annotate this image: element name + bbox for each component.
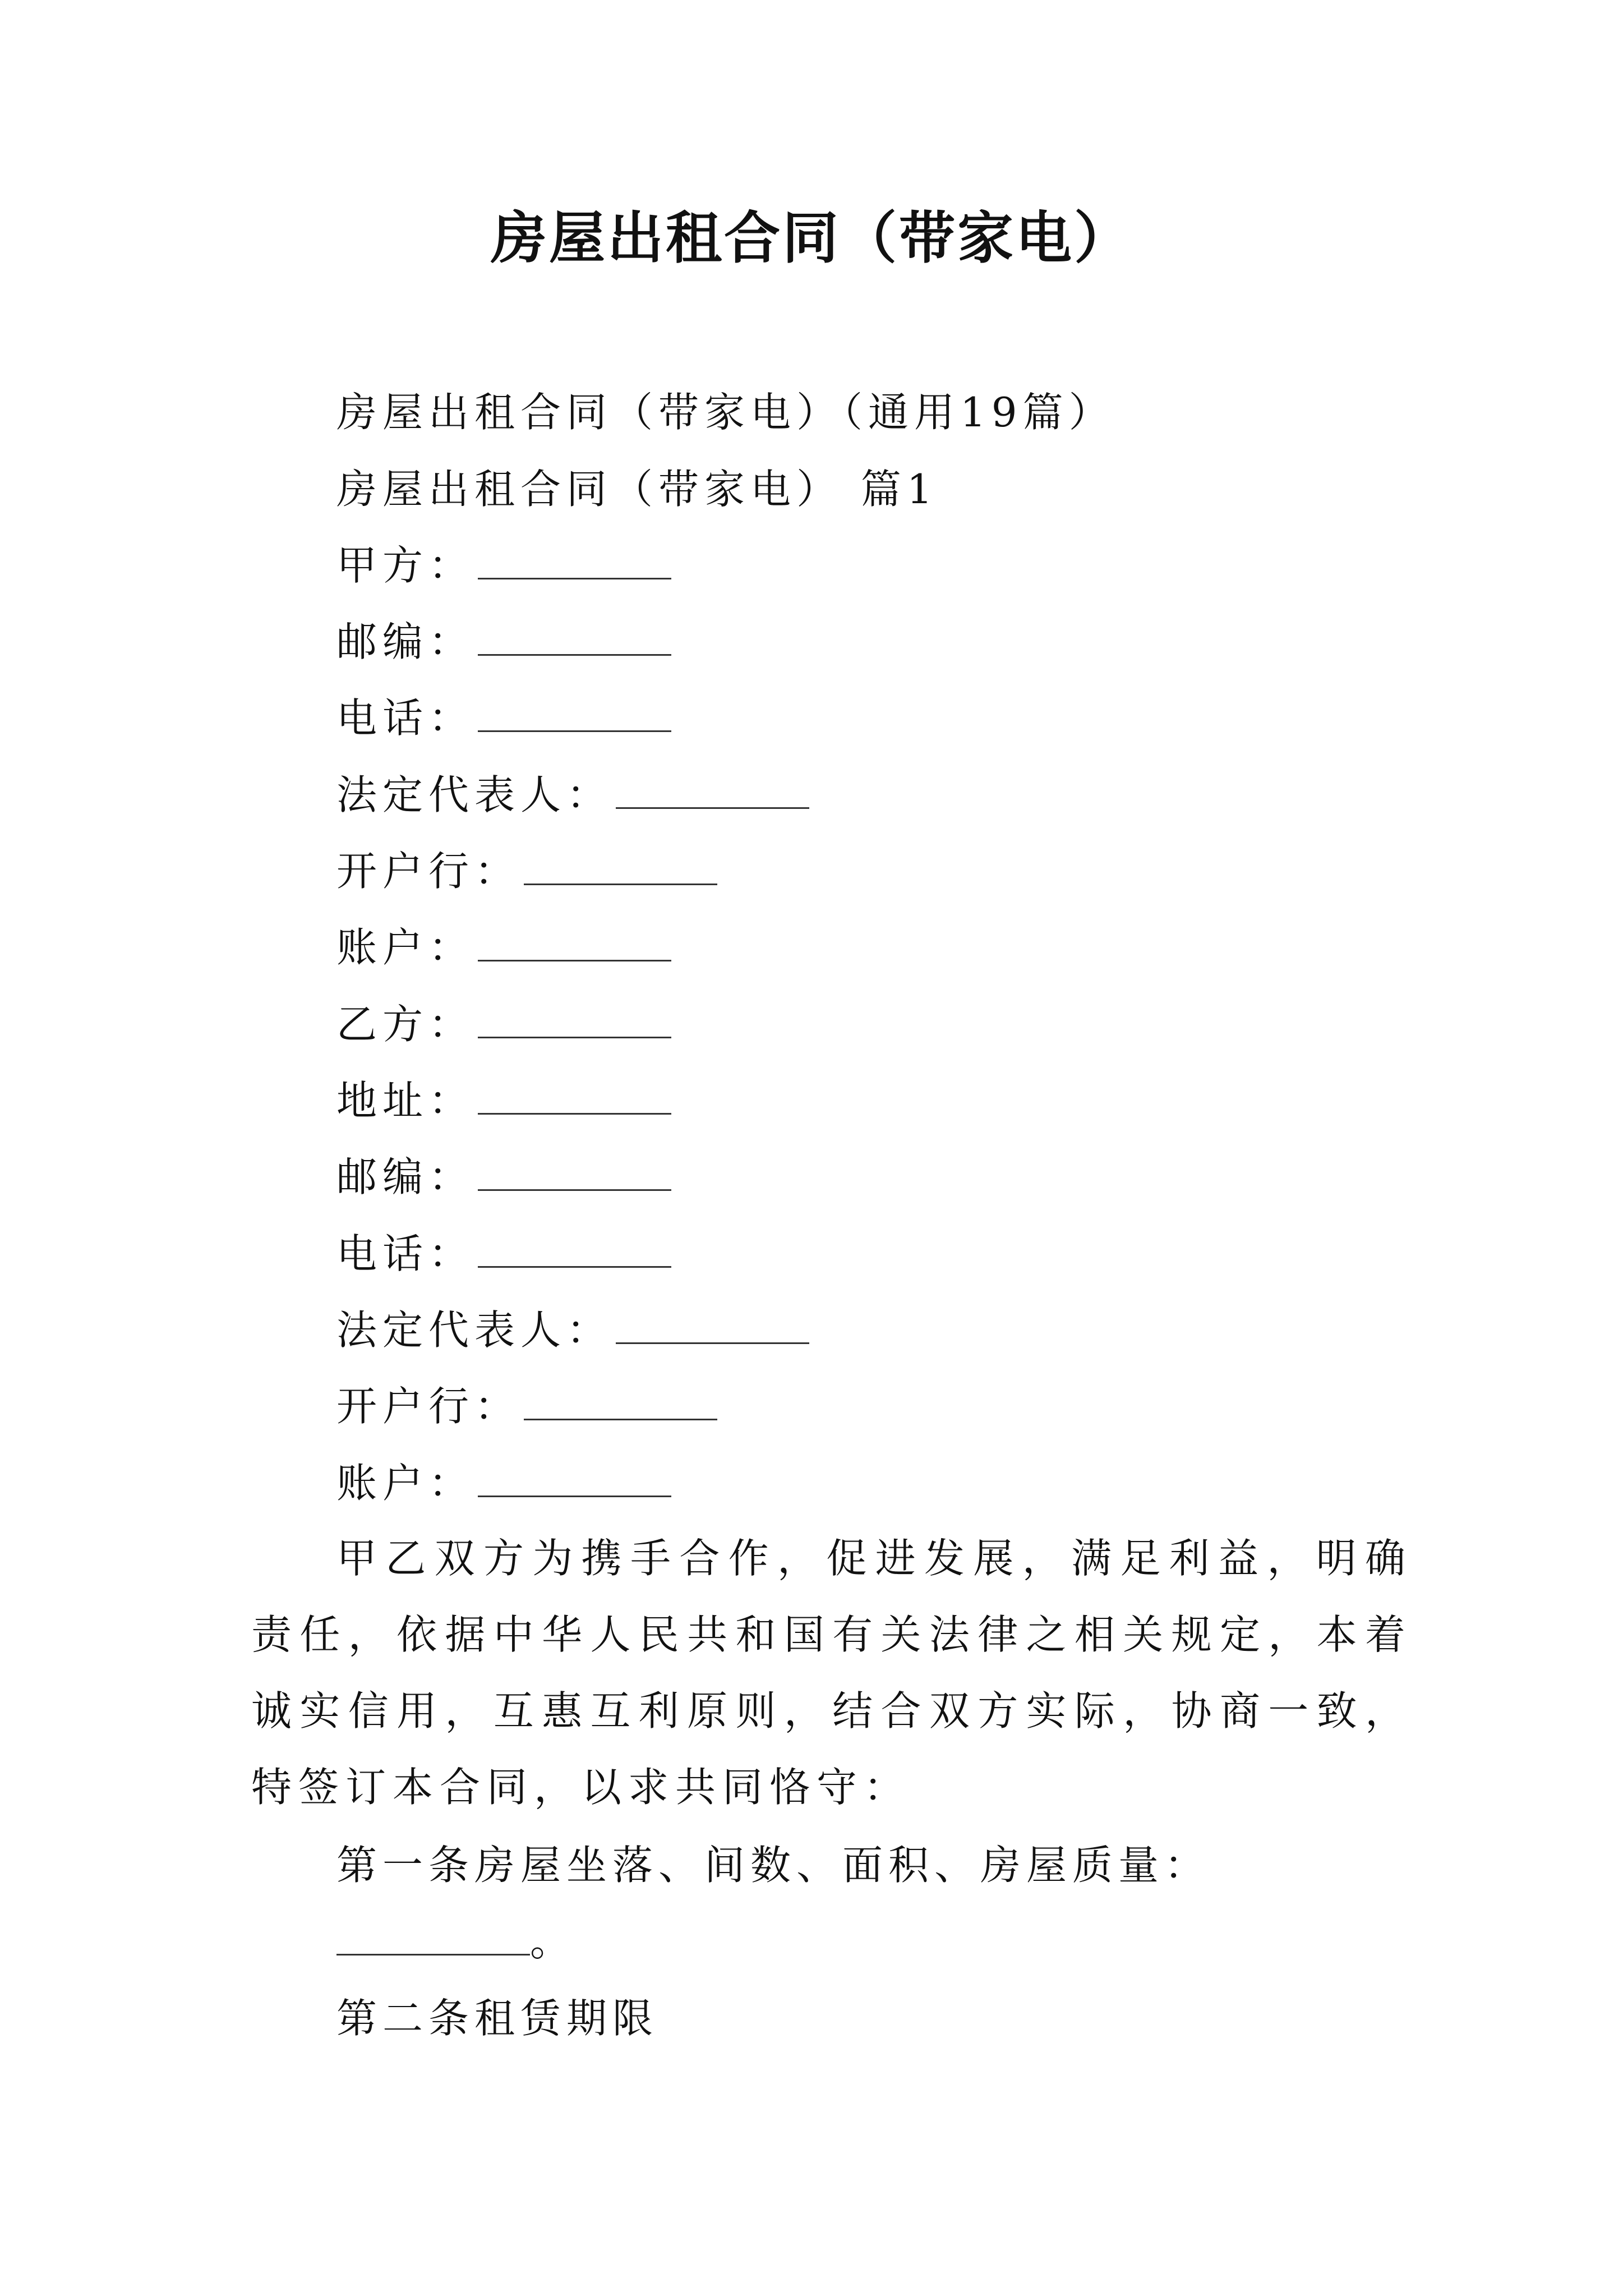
party-a-postcode-field [336, 614, 671, 670]
party-b-address-label: 地址： [336, 1077, 475, 1124]
party-b-legal-rep-label: 法定代表人： [336, 1306, 613, 1354]
party-b-postcode-label: 邮编： [336, 1153, 475, 1200]
party-b-address-blank [478, 1079, 671, 1115]
party-b-legal-rep-field [336, 1302, 809, 1358]
party-a-account-field [336, 919, 671, 976]
article-1-fill-line [336, 1913, 576, 1970]
party-a-name-label: 甲方： [336, 542, 475, 589]
article-1-blank [336, 1920, 530, 1955]
party-a-name-blank [478, 544, 671, 579]
party-a-bank-label: 开户行： [336, 848, 521, 895]
party-a-phone-label: 电话： [336, 694, 475, 742]
intro-paragraph: 甲乙双方为携手合作，促进发展，满足利益，明确责任，依据中华人民共和国有关法律之相关规定，本着诚实信用，互惠互利原则，结合双方实际，协商一致，特签订本合同，以求共同恪守： [251, 1535, 1412, 1811]
party-a-phone-blank [478, 697, 671, 732]
party-b-account-field [336, 1455, 671, 1511]
party-a-legal-rep-field [336, 767, 809, 823]
party-a-account-label: 账户： [336, 924, 475, 971]
party-a-postcode-blank [478, 620, 671, 656]
party-a-account-blank [478, 926, 671, 961]
party-b-phone-field [336, 1226, 671, 1282]
article-1-heading: 第一条房屋坐落、间数、面积、房屋质量： [336, 1842, 1211, 1889]
party-b-name-label: 乙方： [336, 1001, 475, 1048]
party-a-name-field [336, 537, 671, 593]
party-b-bank-blank [524, 1385, 717, 1420]
party-b-postcode-blank [478, 1156, 671, 1191]
party-b-address-field [336, 1073, 671, 1129]
party-b-bank-label: 开户行： [336, 1383, 521, 1430]
party-b-phone-blank [478, 1232, 671, 1268]
party-b-bank-field [336, 1378, 717, 1434]
party-b-account-blank [478, 1462, 671, 1497]
party-a-bank-field [336, 843, 717, 899]
section-heading: 房屋出租合同（带家电） 篇1 [336, 466, 938, 513]
party-b-name-field [336, 996, 671, 1052]
document-subtitle: 房屋出租合同（带家电）（通用19篇） [336, 389, 1115, 436]
article-2-heading: 第二条租赁期限 [336, 1995, 659, 2042]
party-a-bank-blank [524, 850, 717, 885]
party-a-legal-rep-blank [616, 774, 809, 809]
party-b-postcode-field [336, 1149, 671, 1205]
party-b-name-blank [478, 1003, 671, 1038]
party-b-account-label: 账户： [336, 1460, 475, 1507]
article-1-period: 。 [530, 1918, 577, 1965]
party-a-legal-rep-label: 法定代表人： [336, 771, 613, 818]
party-a-phone-field [336, 690, 671, 746]
party-b-legal-rep-blank [616, 1309, 809, 1344]
document-title: 房屋出租合同（带家电） [491, 205, 1132, 271]
party-b-phone-label: 电话： [336, 1230, 475, 1277]
party-a-postcode-label: 邮编： [336, 618, 475, 665]
